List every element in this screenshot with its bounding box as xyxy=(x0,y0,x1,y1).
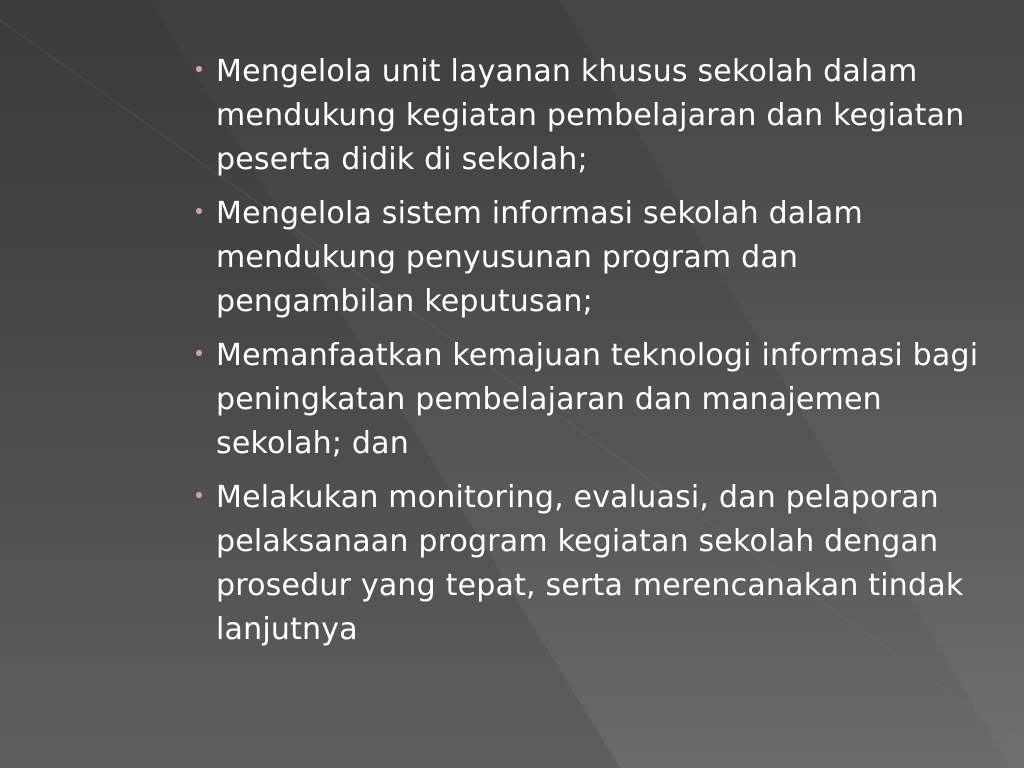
bullet-dot-icon xyxy=(196,208,202,214)
bullet-text: Mengelola sistem informasi sekolah dalam mendukung penyusunan program dan pengambilan keputusan; xyxy=(216,196,863,319)
bullet-item xyxy=(190,50,1005,182)
bullet-dot-icon xyxy=(196,66,202,72)
bullet-text: Melakukan monitoring, evaluasi, dan pelaporan pelaksanaan program kegiatan sekolah dengan prosedur yang tepat, serta merencanakan tindak lanjutnya xyxy=(216,480,964,647)
bullet-dot-icon xyxy=(196,492,202,498)
bullet-text: Memanfaatkan kemajuan teknologi informasi bagi peningkatan pembelajaran dan manajemen sekolah; dan xyxy=(216,338,979,461)
bullet-item xyxy=(190,476,1005,652)
bullet-text: Mengelola unit layanan khusus sekolah dalam mendukung kegiatan pembelajaran dan kegiatan peserta didik di sekolah; xyxy=(216,54,965,177)
bullet-dot-icon xyxy=(196,350,202,356)
bullet-list xyxy=(190,50,1005,662)
bullet-item xyxy=(190,192,1005,324)
bullet-item xyxy=(190,334,1005,466)
